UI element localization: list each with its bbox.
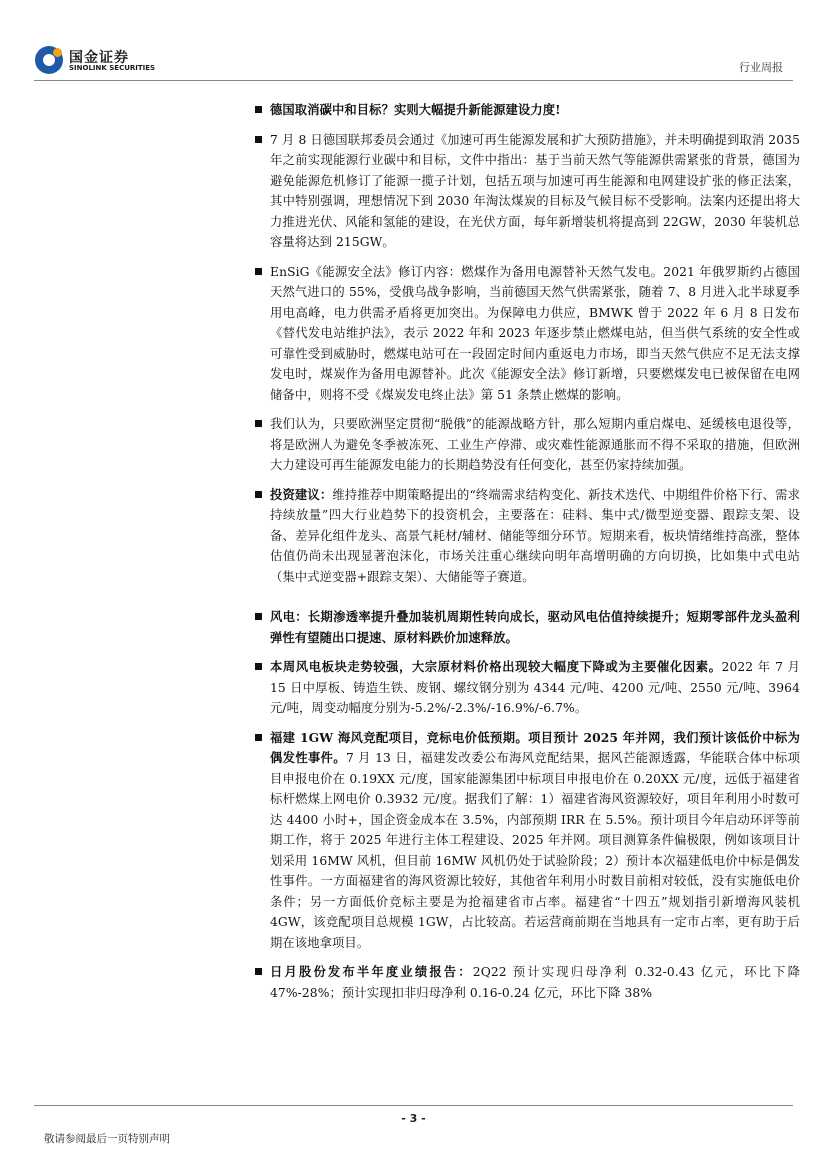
- paragraph-3: EnSiG《能源安全法》修订内容：燃煤作为备用电源替补天然气发电。2021 年俄罗斯约占德国天然气进口的 55%，受俄乌战争影响，当前德国天然气供需紧张，随着 7、8 月进入北半球夏季用电高峰，电力供需矛盾将更加突出。为保障电力供应，BMWK 曾于 2022 年 6 月 8 日发布《替代发电站维护法》，表示 2022 年和 2023 年逐步禁止燃煤电站，但当供气系统的安全性或可靠性受到威胁时，燃煤电站可在一段固定时间内重返电力市场，即当天然气供应不足无法支撑发电时，煤炭作为备用电源替补。此次《能源安全法》修订新增，只要燃煤发电已被保留在电网储备中，则将不受《煤炭发电终止法》第 51 条禁止燃煤的影响。: [270, 262, 800, 406]
- paragraph-5: 投资建议：维持推荐中期策略提出的“终端需求结构变化、新技术迭代、中期组件价格下行、需求持续放量”四大行业趋势下的投资机会，主要落在：硅料、集中式/微型逆变器、跟踪支架、设备、差异化组件龙头、高景气耗材/辅材、储能等细分环节。短期来看，板块情绪维持高涨，整体估值仍尚未出现显著泡沫化，市场关注重心继续向明年高增明确的方向切换，比如集中式电站（集中式逆变器+跟踪支架）、大储能等子赛道。: [270, 485, 800, 588]
- company-logo: [35, 46, 165, 76]
- main-content: [270, 100, 800, 1012]
- header-divider: [34, 80, 793, 81]
- footer-divider: [34, 1105, 793, 1106]
- bullet-icon: [255, 968, 262, 975]
- bullet-icon: [255, 106, 262, 113]
- bullet-icon: [255, 663, 262, 670]
- bullet-icon: [255, 734, 262, 741]
- report-type: 行业周报: [739, 61, 783, 74]
- logo-text-en: SINOLINK SECURITIES: [69, 64, 156, 72]
- paragraph-6: 风电：长期渗透率提升叠加装机周期性转向成长，驱动风电估值持续提升；短期零部件龙头盈利弹性有望随出口提速、原材料跌价加速释放。: [270, 607, 800, 648]
- bullet-icon: [255, 491, 262, 498]
- logo-text-cn: 国金证券: [69, 50, 129, 66]
- paragraph-9: 日月股份发布半年度业绩报告：2Q22 预计实现归母净利 0.32-0.43 亿元，环比下降 47%-28%；预计实现扣非归母净利 0.16-0.24 亿元，环比下降 38%: [270, 962, 800, 1003]
- paragraph-2: 7 月 8 日德国联邦委员会通过《加速可再生能源发展和扩大预防措施》，并未明确提到取消 2035 年之前实现能源行业碳中和目标，文件中指出：基于当前天然气等能源供需紧张的背景，德国为避免能源危机修订了能源一揽子计划，包括五项与加速可再生能源和电网建设扩张的修正法案，其中特别强调，理想情况下到 2030 年淘汰煤炭的目标及气候目标不受影响。法案内还提出将大力推进光伏、风能和氢能的建设，在光伏方面，每年新增装机将提高到 22GW，2030 年装机总容量将达到 215GW。: [270, 130, 800, 253]
- disclaimer-text: 敬请参阅最后一页特别声明: [44, 1133, 170, 1145]
- paragraph-8: 福建 1GW 海风竞配项目，竞标电价低预期。项目预计 2025 年并网，我们预计该低价中标为偶发性事件。7 月 13 日，福建发改委公布海风竞配结果，据风芒能源透露，华能联合体中标项目申报电价在 0.19XX 元/度，国家能源集团中标项目申报电价在 0.20XX 元/度，远低于福建省标杆燃煤上网电价 0.3932 元/度。据我们了解：1）福建省海风资源较好，项目年利用小时数可达 4400 小时+，国企资金成本在 3.5%，内部预期 IRR 在 5.5%。预计项目今年启动环评等前期工作，将于 2025 年进行主体工程建设、2025 年并网。项目测算条件偏极限，例如该项目计划采用 16MW 风机，但目前 16MW 风机仍处于试验阶段；2）预计本次福建低电价中标是偶发性事件。一方面福建省的海风资源比较好，其他省年利用小时数目前相对较低，没有实施低电价条件；另一方面低价竞标主要是为抢福建省市占率。福建省“十四五”规划指引新增海风装机 4GW，该竞配项目总规模 1GW，占比较高。若运营商前期在当地具有一定市占率，更有助于后期在该地拿项目。: [270, 728, 800, 954]
- bullet-icon: [255, 420, 262, 427]
- page-number: - 3 -: [401, 1112, 426, 1125]
- bullet-icon: [255, 613, 262, 620]
- paragraph-4: 我们认为，只要欧洲坚定贯彻“脱俄”的能源战略方针，那么短期内重启煤电、延缓核电退役等，将是欧洲人为避免冬季被冻死、工业生产停滞、或灾难性能源通胀而不得不采取的措施，但欧洲大力建设可再生能源发电能力的长期趋势没有任何变化，甚至仍家持续加强。: [270, 414, 800, 476]
- paragraph-1: 德国取消碳中和目标？实则大幅提升新能源建设力度!: [270, 100, 800, 121]
- bullet-icon: [255, 136, 262, 143]
- page-header: [0, 0, 827, 80]
- paragraph-7: 本周风电板块走势较强，大宗原材料价格出现较大幅度下降或为主要催化因素。2022 年 7 月 15 日中厚板、铸造生铁、废钢、螺纹钢分别为 4344 元/吨、4200 元/吨、2550 元/吨、3964 元/吨，周变动幅度分别为-5.2%/-2.3%/-16.9%/-6.7%。: [270, 657, 800, 719]
- logo-icon: [35, 46, 63, 74]
- bullet-icon: [255, 268, 262, 275]
